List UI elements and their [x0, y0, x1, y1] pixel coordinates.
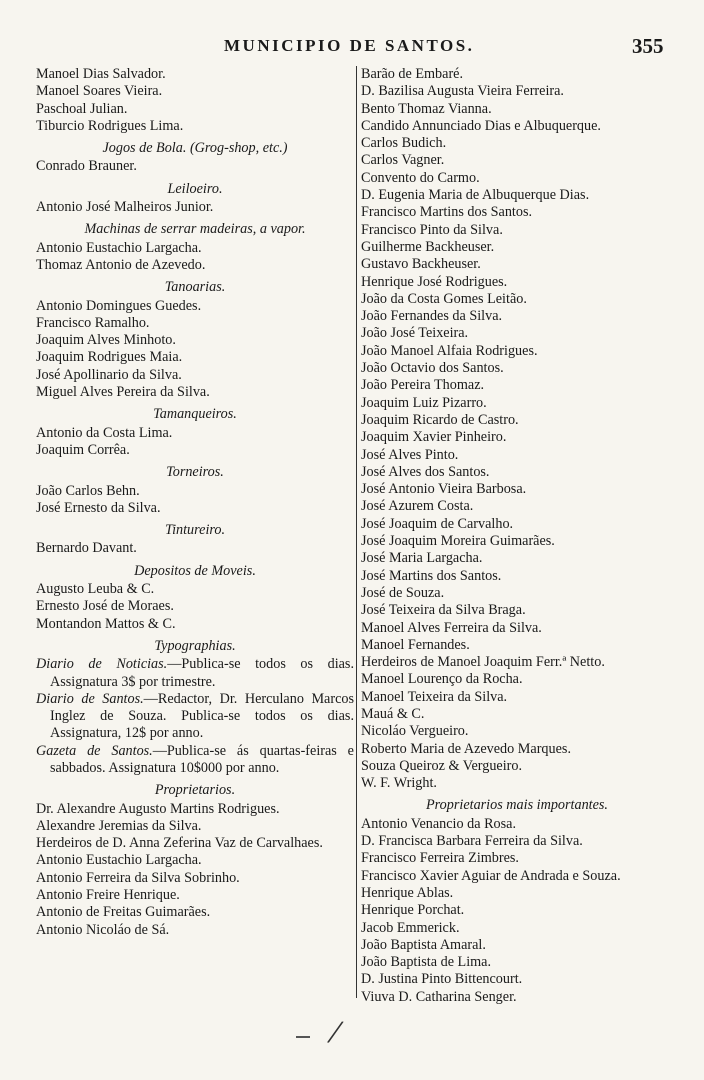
list-item: Antonio Ferreira da Silva Sobrinho.: [36, 869, 240, 886]
newspaper-entry: Gazeta de Santos.—Publica-se ás quartas-feiras e sabbados. Assignatura 10$000 por anno.: [36, 742, 354, 776]
list-item: D. Eugenia Maria de Albuquerque Dias.: [361, 187, 590, 204]
tanoarias-entries: [36, 298, 354, 402]
list-item: Joaquim Xavier Pinheiro.: [361, 429, 507, 446]
list-item: Manoel Soares Vieira.: [36, 83, 163, 100]
list-item: Joaquim Rodrigues Maia.: [36, 349, 183, 366]
section-heading-depositos: Depositos de Moveis.: [134, 562, 256, 579]
page-number: 355: [632, 34, 664, 58]
list-item: João Baptista de Lima.: [361, 954, 492, 971]
list-item: D. Justina Pinto Bittencourt.: [361, 971, 523, 988]
list-item: Manoel Fernandes.: [361, 636, 470, 653]
list-item: Manoel Alves Ferreira da Silva.: [361, 619, 542, 636]
list-item: João José Teixeira.: [361, 325, 469, 342]
list-item: Nicoláo Vergueiro.: [361, 723, 469, 740]
list-item: Henrique Ablas.: [361, 884, 454, 901]
list-item: Antonio Eustachio Largacha.: [36, 239, 202, 256]
list-item: José Teixeira da Silva Braga.: [361, 602, 526, 619]
list-item: Gustavo Backheuser.: [361, 256, 481, 273]
list-item: João da Costa Gomes Leitão.: [361, 290, 527, 307]
right-column: [361, 66, 673, 1006]
list-item: José Martins dos Santos.: [361, 567, 502, 584]
depositos-entries: [36, 581, 354, 633]
section-heading-mais-importantes: Proprietarios mais importantes.: [426, 797, 608, 814]
list-item: Tiburcio Rodrigues Lima.: [36, 117, 184, 134]
tintureiro-entries: [36, 540, 354, 557]
section-heading-leiloeiro: Leiloeiro.: [167, 180, 223, 197]
list-item: Candido Annunciado Dias e Albuquerque.: [361, 117, 601, 134]
list-item: Francisco Ramalho.: [36, 314, 150, 331]
newspaper-entry: Diario de Noticias.—Publica-se todos os dias. Assignatura 3$ por trimestre.: [36, 656, 355, 690]
list-item: Paschoal Julian.: [36, 100, 128, 117]
list-item: José de Souza.: [361, 584, 445, 601]
mais-importantes-entries: [361, 816, 673, 1006]
list-item: José Maria Largacha.: [361, 550, 483, 567]
list-item: Francisco Xavier Aguiar de Andrada e Souza.: [361, 867, 621, 884]
section-heading-typographias: Typographias.: [154, 637, 236, 654]
list-item: José Alves dos Santos.: [361, 463, 490, 480]
running-title: MUNICIPIO DE SANTOS.: [224, 36, 475, 55]
pencil-mark: /: [327, 1013, 343, 1052]
tamanqueiros-entries: [36, 425, 354, 460]
list-item: Mauá & C.: [361, 705, 425, 722]
list-item: Manoel Dias Salvador.: [36, 66, 166, 82]
list-item: Carlos Vagner.: [361, 152, 445, 169]
list-item: Joaquim Corrêa.: [36, 441, 130, 458]
list-item: Montandon Mattos & C.: [36, 615, 176, 632]
list-item: Roberto Maria de Azevedo Marques.: [361, 740, 571, 757]
section-heading-machinas: Machinas de serrar madeiras, a vapor.: [84, 221, 306, 238]
list-item: W. F. Wright.: [361, 775, 437, 792]
margin-mark: [296, 1036, 310, 1038]
section-heading-jogos: Jogos de Bola. (Grog-shop, etc.): [102, 140, 288, 157]
list-item: Francisco Pinto da Silva.: [361, 221, 503, 238]
section-heading-tamanqueiros: Tamanqueiros.: [153, 406, 237, 423]
list-item: D. Francisca Barbara Ferreira da Silva.: [361, 833, 583, 850]
list-item: Convento do Carmo.: [361, 169, 480, 186]
list-item: Dr. Alexandre Augusto Martins Rodrigues.: [36, 800, 280, 817]
list-item: João Baptista Amaral.: [361, 936, 486, 953]
list-item: Antonio Venancio da Rosa.: [361, 815, 516, 832]
list-item: Antonio de Freitas Guimarães.: [36, 904, 211, 921]
list-item: Augusto Leuba & C.: [36, 581, 155, 598]
list-item: Guilherme Backheuser.: [361, 238, 495, 255]
list-item: Ernesto José de Moraes.: [36, 598, 174, 615]
list-item: Antonio Eustachio Largacha.: [36, 852, 202, 869]
torneiros-entries: [36, 483, 354, 518]
list-item: Bento Thomaz Vianna.: [361, 100, 492, 117]
list-item: Souza Queiroz & Vergueiro.: [361, 757, 523, 774]
list-item: Joaquim Alves Minhoto.: [36, 332, 176, 349]
list-item: Jacob Emmerick.: [361, 919, 460, 936]
section-heading-torneiros: Torneiros.: [166, 464, 224, 481]
list-item: Bernardo Davant.: [36, 540, 137, 557]
section-heading-tintureiro: Tintureiro.: [164, 522, 226, 539]
list-item: João Fernandes da Silva.: [361, 308, 503, 325]
list-item: Viuva D. Catharina Senger.: [361, 988, 517, 1005]
list-item: José Joaquim Moreira Guimarães.: [361, 533, 555, 550]
list-item: D. Bazilisa Augusta Vieira Ferreira.: [361, 83, 564, 100]
list-item: Herdeiros de D. Anna Zeferina Vaz de Carvalhaes.: [36, 835, 323, 852]
list-item: Thomaz Antonio de Azevedo.: [36, 256, 206, 273]
list-item: Joaquim Luiz Pizarro.: [361, 394, 487, 411]
list-item: José Apollinario da Silva.: [36, 366, 182, 383]
list-item: Joaquim Ricardo de Castro.: [361, 411, 519, 428]
list-item: José Alves Pinto.: [361, 446, 459, 463]
list-item: João Pereira Thomaz.: [361, 377, 485, 394]
section-heading-proprietarios: Proprietarios.: [154, 782, 236, 799]
list-item: José Ernesto da Silva.: [36, 499, 161, 516]
list-item: Manoel Teixeira da Silva.: [361, 688, 508, 705]
list-item: Antonio da Costa Lima.: [36, 424, 173, 441]
list-item: Antonio Domingues Guedes.: [36, 297, 202, 314]
list-item: José Azurem Costa.: [361, 498, 474, 515]
list-item: Henrique José Rodrigues.: [361, 273, 508, 290]
list-item: Manoel Lourenço da Rocha.: [361, 671, 523, 688]
newspaper-entry: Diario de Santos.—Redactor, Dr. Herculano Marcos Inglez de Souza. Publica-se todos os dias. Assignatura, 12$ por anno.: [36, 690, 354, 742]
list-item: Miguel Alves Pereira da Silva.: [36, 384, 210, 401]
page-header: [0, 36, 704, 60]
leiloeiro-entries: [36, 199, 354, 216]
typographias-entries: [36, 656, 354, 777]
list-item: João Carlos Behn.: [36, 482, 140, 499]
machinas-entries: [36, 240, 354, 275]
column-divider: [356, 66, 357, 998]
list-item: Conrado Brauner.: [36, 158, 137, 175]
list-item: Antonio José Malheiros Junior.: [36, 199, 214, 216]
list-item: Alexandre Jeremias da Silva.: [36, 817, 202, 834]
proprietarios-entries: [36, 801, 354, 939]
list-item: Carlos Budich.: [361, 135, 447, 152]
list-item: Francisco Martins dos Santos.: [361, 204, 533, 221]
list-item: Herdeiros de Manoel Joaquim Ferr.ª Netto.: [361, 654, 605, 671]
list-item: José Joaquim de Carvalho.: [361, 515, 514, 532]
list-item: Barão de Embaré.: [361, 66, 464, 82]
proprietarios-cont-entries: [361, 66, 673, 792]
list-item: Henrique Porchat.: [361, 902, 465, 919]
list-item: José Antonio Vieira Barbosa.: [361, 481, 527, 498]
section-heading-tanoarias: Tanoarias.: [164, 279, 226, 296]
list-item: João Octavio dos Santos.: [361, 360, 504, 377]
list-item: Francisco Ferreira Zimbres.: [361, 850, 519, 867]
list-item: Antonio Nicoláo de Sá.: [36, 921, 170, 938]
left-column: [36, 66, 354, 939]
jogos-entries: [36, 158, 354, 175]
list-item: Antonio Freire Henrique.: [36, 887, 180, 904]
top-entries: [36, 66, 354, 135]
list-item: João Manoel Alfaia Rodrigues.: [361, 342, 538, 359]
